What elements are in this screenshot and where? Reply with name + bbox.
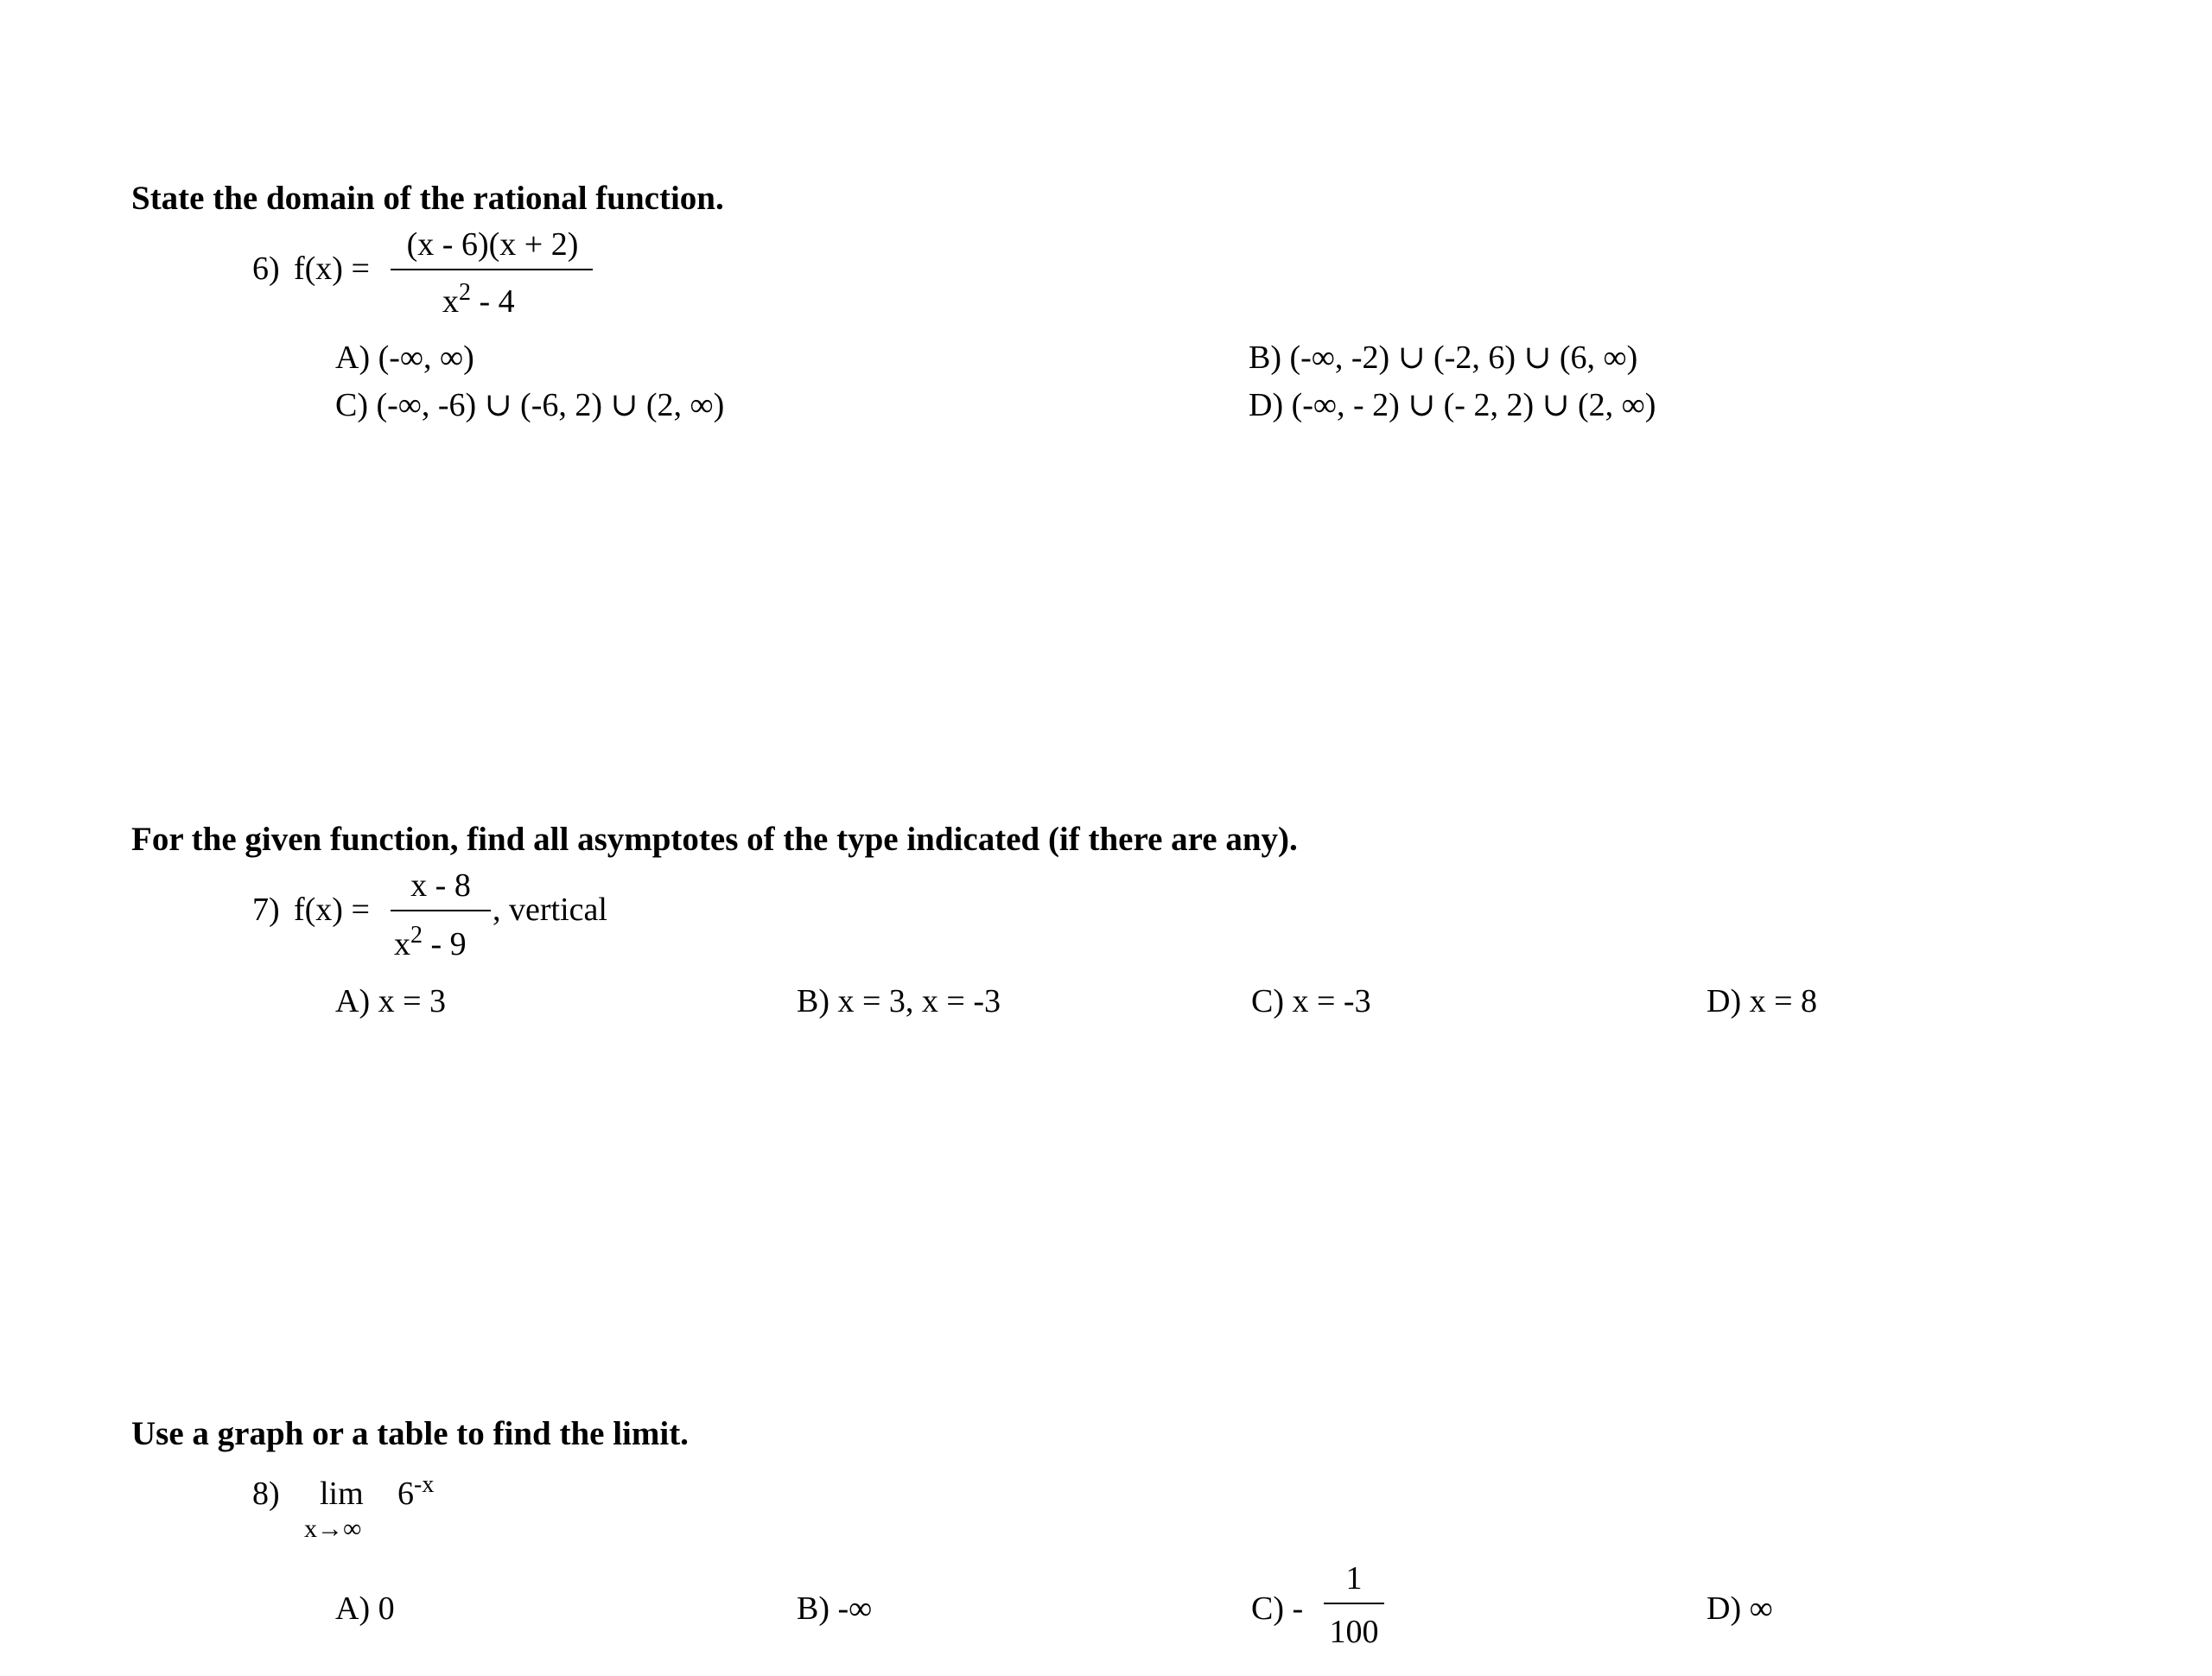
choice-prefix: -	[1292, 1590, 1304, 1627]
fraction-denominator: $x^2 - 4$	[442, 279, 515, 320]
choice-b[interactable]	[1249, 341, 1637, 374]
fraction-numerator: x - 8	[410, 867, 471, 904]
choice-text: -∞	[837, 1590, 873, 1627]
fraction-numerator: (x - 6)(x + 2)	[406, 226, 579, 263]
choice-b[interactable]	[797, 985, 1001, 1018]
question-number: 7)	[252, 892, 280, 928]
question-number: 8)	[252, 1476, 280, 1512]
choice-d[interactable]	[1707, 985, 1817, 1018]
limit-operator: lim	[320, 1476, 364, 1512]
choice-text: ∞	[1749, 1590, 1773, 1627]
choice-b[interactable]	[797, 1592, 872, 1625]
choice-label: D)	[1707, 983, 1742, 1019]
choice-label: A)	[335, 1590, 371, 1627]
choice-label: C)	[1251, 1590, 1284, 1627]
question-number: 6)	[252, 251, 280, 287]
choice-d[interactable]	[1707, 1592, 1773, 1625]
choice-text: (-∞, ∞)	[378, 340, 474, 376]
choice-label: B)	[1249, 340, 1281, 376]
choice-text: x = 3, x = -3	[837, 983, 1001, 1019]
choice-d[interactable]	[1249, 389, 1656, 422]
choice-label: B)	[797, 1590, 830, 1627]
choice-label: D)	[1707, 1590, 1742, 1627]
choice-c-numerator: 1	[1345, 1560, 1363, 1597]
choice-label: C)	[1251, 983, 1284, 1019]
choice-label: A)	[335, 340, 371, 376]
choice-a[interactable]	[335, 1592, 395, 1625]
choice-text: (-∞, -6) ∪ (-6, 2) ∪ (2, ∞)	[376, 387, 725, 423]
choice-text: (-∞, -2) ∪ (-2, 6) ∪ (6, ∞)	[1289, 340, 1638, 376]
limit-subscript: x→∞	[304, 1514, 362, 1543]
choice-a[interactable]	[335, 341, 474, 374]
choice-text: x = -3	[1292, 983, 1371, 1019]
choice-c[interactable]	[1251, 985, 1371, 1018]
function-lhs: f(x) =	[294, 251, 370, 287]
choice-c-fraction-bar	[1324, 1603, 1384, 1604]
fraction-denominator: $x^2 - 9$	[394, 922, 467, 962]
limit-expression: $6^{-x}$	[397, 1471, 435, 1512]
choice-label: C)	[335, 387, 368, 423]
choice-text: 0	[378, 1590, 395, 1627]
section-heading-domain: State the domain of the rational function.	[131, 180, 724, 217]
choice-text: x = 3	[378, 983, 447, 1019]
choice-c[interactable]	[335, 389, 724, 422]
fraction-bar	[391, 269, 593, 270]
choice-label: D)	[1249, 387, 1284, 423]
choice-text: (-∞, - 2) ∪ (- 2, 2) ∪ (2, ∞)	[1291, 387, 1656, 423]
fraction-bar	[391, 910, 491, 911]
function-lhs: f(x) =	[294, 892, 370, 928]
section-heading-asymptotes: For the given function, find all asymptotes of the type indicated (if there are any).	[131, 821, 1298, 858]
choice-text: x = 8	[1749, 983, 1818, 1019]
section-heading-limit: Use a graph or a table to find the limit.	[131, 1415, 689, 1452]
asymptote-type: , vertical	[493, 892, 607, 928]
choice-c-denominator: 100	[1329, 1614, 1379, 1650]
choice-label: A)	[335, 983, 371, 1019]
choice-a[interactable]	[335, 985, 446, 1018]
choice-label: B)	[797, 983, 830, 1019]
choice-c[interactable]	[1251, 1592, 1303, 1625]
